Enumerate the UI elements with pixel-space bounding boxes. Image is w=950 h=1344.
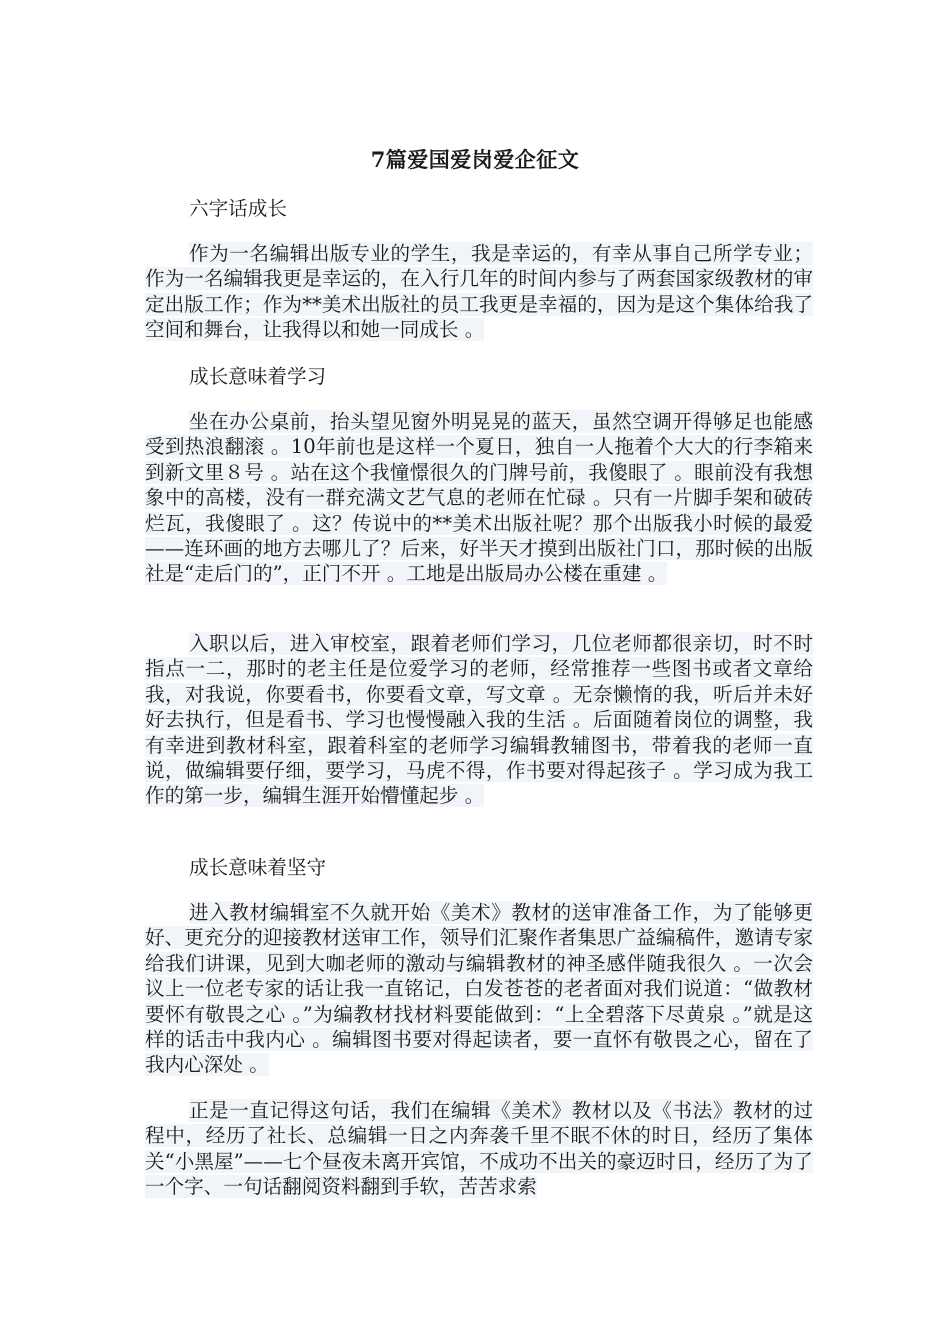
paragraph-editing-journey — [145, 1098, 813, 1200]
paragraph-editing-journey-text: 正是一直记得这句话，我们在编辑《美术》教材以及《书法》教材的过程中，经历了社长、总编辑一日之内奔袭千里不眠不休的时日，经历了集体关“小黑屋”——七个昼夜未离开宾馆，不成功不出关的豪迈时日，经历了为了一个字、一句话翻阅资料翻到手软，苦苦求索 — [145, 1099, 813, 1199]
paragraph-textbook-review — [145, 900, 813, 1078]
paragraph-onboarding — [145, 631, 813, 809]
paragraph-office-memory — [145, 409, 813, 587]
paragraph-intro — [145, 241, 813, 343]
paragraph-office-memory-text: 坐在办公桌前，抬头望见窗外明晃晃的蓝天，虽然空调开得够足也能感受到热浪翻滚 。10年前也是这样一个夏日，独自一人拖着个大大的行李箱来到新文里８号 。站在这个我憧憬很久的门牌号前，我傻眼了 。眼前没有我想象中的高楼，没有一群充满文艺气息的老师在忙碌 。只有一片脚手架和破砖烂瓦，我傻眼了 。这？传说中的**美术出版社呢？那个出版我小时候的最爱——连环画的地方去哪儿了？后来，好半天才摸到出版社门口，那时候的出版社是“走后门的”，正门不开 。工地是出版局办公楼在重建 。 — [145, 410, 813, 586]
document-title: 7篇爱国爱岗爱企征文 — [370, 147, 580, 172]
section-heading-growth: 六字话成长 — [189, 197, 287, 220]
section-heading-persistence: 成长意味着坚守 — [189, 856, 327, 879]
paragraph-intro-text: 作为一名编辑出版专业的学生，我是幸运的，有幸从事自己所学专业；作为一名编辑我更是幸运的，在入行几年的时间内参与了两套国家级教材的审定出版工作；作为**美术出版社的员工我更是幸福的，因为是这个集体给我了空间和舞台，让我得以和她一同成长 。 — [145, 242, 813, 342]
paragraph-onboarding-text: 入职以后，进入审校室，跟着老师们学习，几位老师都很亲切，时不时指点一二，那时的老主任是位爱学习的老师，经常推荐一些图书或者文章给我，对我说，你要看书，你要看文章，写文章 。无奈懒惰的我，听后并未好好去执行，但是看书、学习也慢慢融入我的生活 。后面随着岗位的调整，我有幸进到教材科室，跟着科室的老师学习编辑教辅图书，带着我的老师一直说，做编辑要仔细，要学习，马虎不得，作书要对得起孩子 。学习成为我工作的第一步，编辑生涯开始懵懂起步 。 — [145, 632, 813, 808]
paragraph-textbook-review-text: 进入教材编辑室不久就开始《美术》教材的送审准备工作，为了能够更好、更充分的迎接教材送审工作，领导们汇聚作者集思广益编稿件，邀请专家给我们讲课，见到大咖老师的激动与编辑教材的神圣感伴随我很久 。一次会议上一位老专家的话让我一直铭记，白发苍苍的老者面对我们说道：“做教材要怀有敬畏之心 。”为编教材找材料要能做到：“上全碧落下尽黄泉 。”就是这样的话击中我内心 。编辑图书要对得起读者，要一直怀有敬畏之心，留在了我内心深处 。 — [145, 901, 814, 1077]
section-heading-learning: 成长意味着学习 — [189, 365, 327, 388]
